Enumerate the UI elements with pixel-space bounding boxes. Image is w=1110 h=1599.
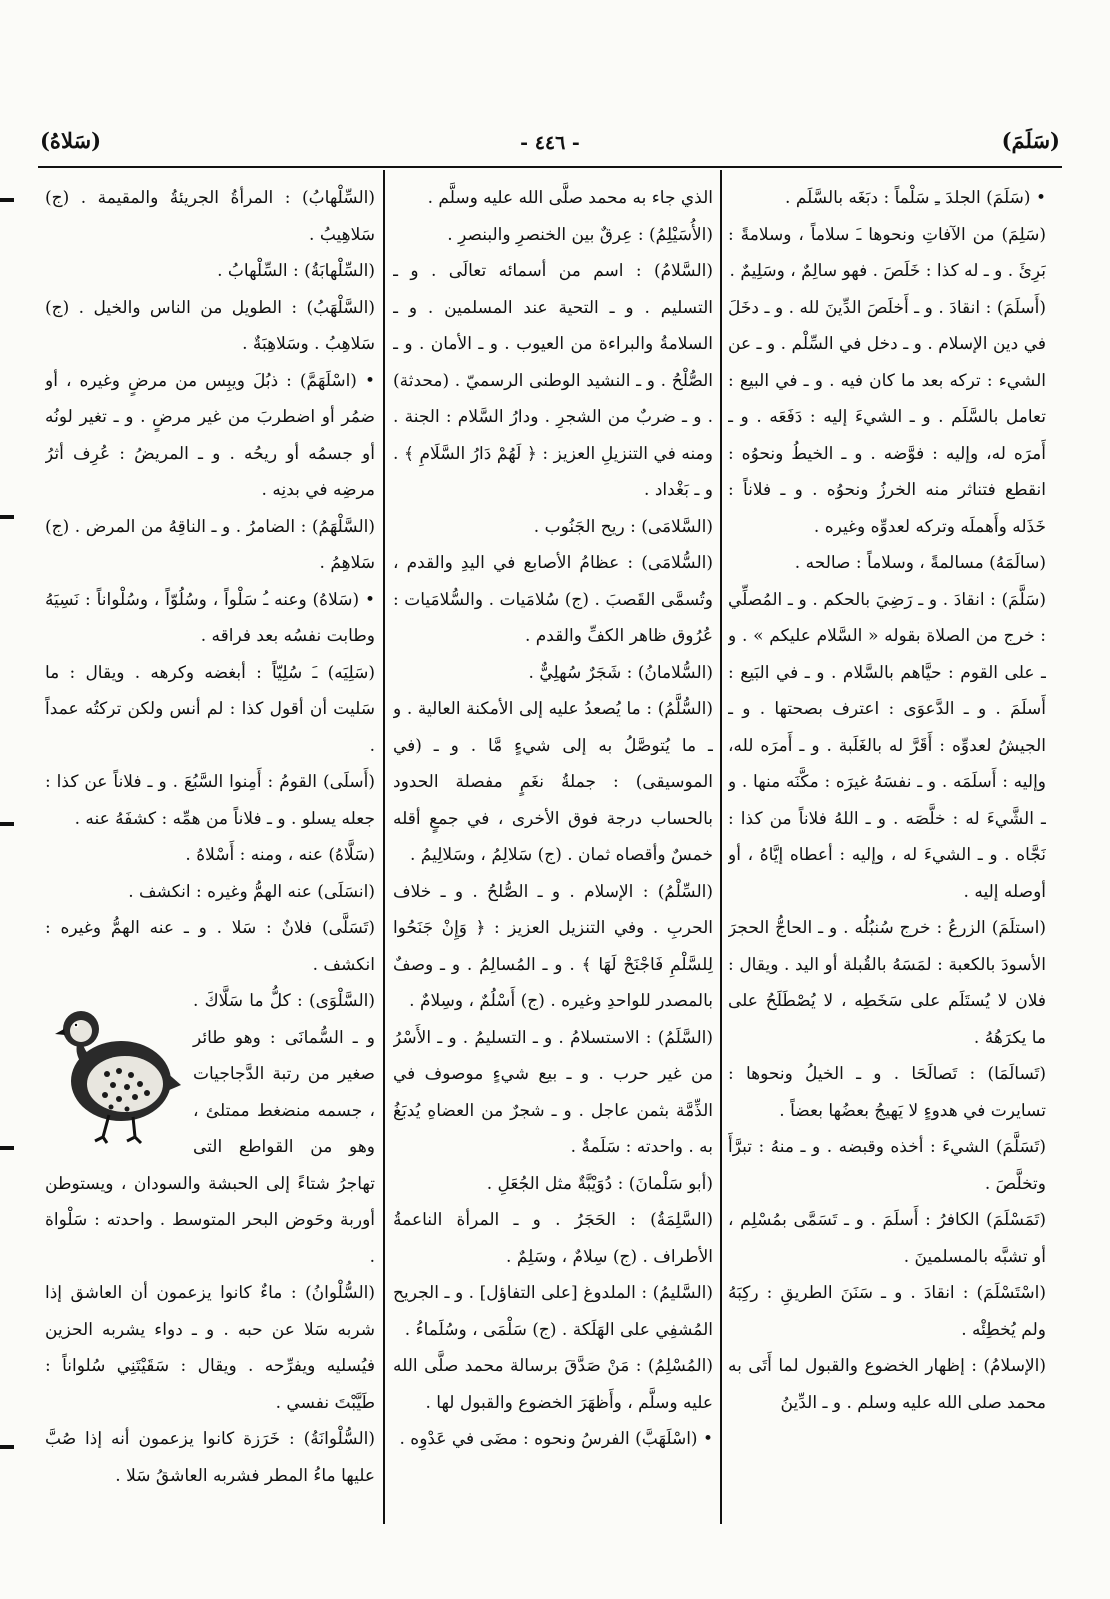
entry: (سَلِمَ) من الآفاتِ ونحوها ـَ سلاماً ، وسلامةً : بَرِئَ . و ـ له كذا : خَلَصَ . فهو سالِمٌ ، وسَلِيمٌ . [728, 224, 1046, 281]
margin-mark [0, 198, 14, 202]
entry: (السَّلْوَى) : كلُّ ما سَلَّاكَ . و ـ السُّمانَى : وهو طائر صغير من رتبة الدَّجاجيات ، جسمه منضغط ممتلئ ، وهو من القواطع التى تهاجرُ شتاءً إلى الحبشة والسودان ، ويستوطن أوربة وحَوض البحر المتوسط . واحدته : سَلْواة . [45, 991, 375, 1267]
entry: • (سَلاهُ) وعنه ـُ سَلْواً ، وسُلُوّاً ، وسُلْواناً : نَسِيَهُ وطابت نفسُه بعد فراقه . [45, 589, 375, 646]
quail-bird-icon [47, 989, 187, 1149]
entry: (السَّلامَى) : ريح الجَنُوب . [533, 516, 713, 537]
entry: (سَلَّمَ) : انقادَ . و ـ رَضِيَ بالحكم . و ـ المُصلِّي : خرج من الصلاة بقوله « السَّلام عليكم » . و ـ على القوم : حيَّاهم بالسَّلام . و ـ في البَيع : أَسلَمَ . و ـ الدَّعوَى : اعترف بصحتها . و ـ الجيشُ لعدوِّه : أَقَرَّ له بالغَلَبة . و ـ أَمرَه لله، وإليه : أَسلَمَه . و ـ نفسَهُ غيرَه : مكَّنَه منها . و ـ الشَّيءَ له : خلَّصَه . و ـ اللهُ فلاناً من كذا : نَجَّاه . و ـ الشيءَ له ، وإليه : أعطاه إيَّاهُ ، أو أوصله إليه . [728, 589, 1046, 902]
column-divider-right [720, 170, 722, 1524]
quail-illustration [47, 989, 187, 1149]
entry: (تَسالَمَا) : تَصالَحَا . و ـ الخيلُ ونحوها : تسايرت في هدوءٍ لا يَهيجُ بعضُها بعضاً . [728, 1064, 1046, 1121]
entry: (السُّلْوانُ) : ماءٌ كانوا يزعمون أن العاشق إذا شربه سَلا عن حبه . و ـ دواء يشربه الحزين فيُسليه ويفرِّحه . ويقال : سَقَيْتَنِي سُلواناً : طَيَّبْتَ نفسي . [45, 1283, 375, 1413]
entry: (استلَمَ) الزرعُ : خرج سُنبُلُه . و ـ الحاجُّ الحجرَ الأسودَ بالكعبة : لمَسَهُ بالقُبلة أو اليد . ويقال : فلان لا يُستَلَم على سَخَطِه ، لا يُصْطَلَحُ على ما يكرَهُهُ . [728, 918, 1046, 1048]
column-divider-left [383, 170, 385, 1524]
column-middle [393, 180, 713, 1525]
entry: (تَسَلَّمَ) الشيءَ : أخذه وقبضه . و ـ منهُ : تبرَّأَ وتخلَّصَ . [728, 1137, 1046, 1194]
entry: (انسَلَى) عنه الهمُّ وغيره : انكشف . [128, 881, 375, 902]
entry: (السَّلْهَبُ) : الطويل من الناس والخيل . (ج) سَلاهِبُ . وسَلاهِبَةٌ . [45, 297, 375, 354]
entry: (المُسْلِمُ) : مَنْ صَدَّقَ برسالة محمد صلَّى الله عليه وسلَّم ، وأَظهَرَ الخضوع والقبول لها . [393, 1356, 713, 1413]
page-number: - ٤٤٦ - [520, 132, 580, 154]
entry: (السِّلْهابَةُ) : السِّلْهابُ . [217, 261, 375, 281]
entry: (أَسلَمَ) : انقادَ . و ـ أَخلَصَ الدِّينَ لله . و ـ دخَلَ في دين الإسلام . و ـ دخل في السِّلْم . و ـ عن الشيء : تركه بعد ما كان فيه . و ـ في البيع : تعامل بالسَّلَم . و ـ الشيءَ إليه : دَفَعَه . و ـ أَمرَه له، وإليه : فوَّضه . و ـ الخيطُ ونحوُه : انقطع فتناثر منه الخرزُ ونحوُه . و ـ فلاناً : خَذَله وأَهملَه وتركه لعدوِّه وغيره . [728, 297, 1046, 537]
entry: (أَسلَى) القومُ : أَمِنوا السَّبُعَ . و ـ فلاناً عن كذا : جعله يسلو . و ـ فلاناً من همِّه : كشفَهُ عنه . [45, 772, 375, 829]
page-header [40, 128, 1060, 164]
entry: • (سَلَمَ) الجلدَ ـِ سَلْماً : دبَغَه بالسَّلَم . [785, 188, 1046, 208]
entry: (السُّلْوانَةُ) : خَرَزة كانوا يزعمون أنه إذا صُبَّ عليها ماءُ المطر فشربه العاشقُ سَلا . [45, 1429, 375, 1486]
entry: (السَّلَمُ) : الاستسلامُ . و ـ التسليمُ . و ـ الأَسْرُ من غير حرب . و ـ بيع شيءٍ موصوف في الذِّمَّة بثمن عاجل . و ـ شجرٌ من العضاهِ يُدبَغُ به . واحدته : سَلَمةٌ . [393, 1027, 713, 1157]
column-left [45, 180, 375, 1525]
entry: (سَلِيَه) ـَ سُلِيّاً : أبغضه وكرهه . ويقال : ما سَليت أن أقول كذا : لم أنس ولكن تركتُه عمداً . [45, 662, 375, 756]
right-running-headword: (سَلَمَ) [1001, 128, 1060, 153]
left-running-headword: (سَلاهُ) [40, 128, 102, 153]
entry: (السُّلامانُ) : شَجَرٌ سُهلِيٌّ . [528, 662, 713, 683]
margin-mark [0, 515, 14, 519]
entry: (السَّلامُ) : اسم من أسمائه تعالَى . و ـ التسليم . و ـ التحية عند المسلمين . و ـ السلامةُ والبراءة من العيوب . و ـ الأمان . و ـ الصُّلْحُ . و ـ النشيد الوطنى الرسميّ . (محدثة) . و ـ ضربٌ من الشجرِ . ودارُ السَّلام : الجنة . ومنه في التنزيلِ العزيز : ﴿ لَهُمْ دَارُ السَّلَامِ ﴾ . و ـ بَغْداد . [393, 261, 713, 500]
entry: (تَسَلَّى) فلانٌ : سَلا . و ـ عنه الهمُّ وغيره : انكشف . [45, 918, 375, 975]
entry: (اسْتَسْلَمَ) : انقادَ . و ـ سَنَنَ الطريقِ : ركِبَهُ ولم يُخطِئْه . [728, 1283, 1046, 1340]
entry: • (اسْلَهَمَّ) : ذبُلَ ويبِس من مرضٍ وغيره ، أو ضمُر أو اضطربَ من غير مرضٍ . و ـ تغير لونُه أو جسمُه أو ريحُه . و ـ المريضُ : عُرِف أثرُ مرضِه في بدنِه . [45, 370, 375, 500]
entry: (تَمَسْلَمَ) الكافرُ : أَسلَمَ . و ـ تَسَمَّى بمُسْلِم ، أو تشبَّه بالمسلمينَ . [728, 1210, 1046, 1267]
margin-mark [0, 822, 14, 826]
margin-mark [0, 1146, 14, 1150]
entry: (السِّلْهابُ) : المرأةُ الجريئةُ والمقيمة . (ج) سَلاهِيبُ . [45, 188, 375, 245]
entry: • (اسْلَهَبَّ) الفرسُ ونحوه : مضَى في عَدْوِه . [399, 1429, 713, 1449]
entry: (أبو سَلْمانَ) : دُوَيْبَّةٌ مثل الجُعَلِ . [486, 1173, 713, 1194]
header-rule [38, 166, 1062, 168]
entry: (السُّلَّمُ) : ما يُصعدُ عليه إلى الأمكنة العالية . و ـ ما يُتوصَّلُ به إلى شيءٍ مَّا . و ـ (في الموسيقى) : جملةُ نغَمٍ مفصلة الحدود بالحساب درجة فوق الأخرى ، في جمعٍ أقله خمسٌ وأقصاه ثمان . (ج) سَلالِمُ ، وسَلالِيمُ . [393, 699, 713, 865]
column-right [728, 180, 1046, 1525]
entry: (السِّلْمُ) : الإسلام . و ـ الصُّلحُ . و ـ خلاف الحربِ . وفي التنزيل العزيز : ﴿ وَإِنْ جَنَحُوا لِلسَّلْمِ فَاجْنَحْ لَهَا ﴾ . و ـ المُسالِمُ . و ـ وصفٌ بالمصدر للواحدِ وغيره . (ج) أَسْلُمٌ ، وسِلامٌ . [393, 881, 713, 1011]
entry: (السَّلْهَمُ) : الضامرُ . و ـ الناقِهُ من المرض . (ج) سَلاهِمُ . [45, 516, 375, 573]
entry: (الإسلامُ) : إظهار الخضوع والقبول لما أَتَى به محمد صلى الله عليه وسلم . و ـ الدِّينُ [728, 1356, 1046, 1413]
entry: (السَّلِمَةُ) : الحَجَرُ . و ـ المرأة الناعمةُ الأطراف . (ج) سِلامٌ ، وسَلِمٌ . [393, 1210, 713, 1267]
margin-mark [0, 1445, 14, 1449]
entry: (سالَمَهُ) مسالمةً ، وسلاماً : صالحه . [794, 553, 1046, 573]
entry: (الأُسَيْلِمُ) : عِرقٌ بين الخنصرِ والبنصرِ . [447, 224, 713, 245]
entry: (سَلَّاهُ) عنه ، ومنه : أَسْلاهُ . [185, 845, 375, 865]
entry: الذي جاء به محمد صلَّى الله عليه وسلَّم . [427, 188, 713, 208]
entry: (السُّلامَى) : عظامُ الأصابع في اليدِ والقدم ، وتُسمَّى القَصبَ . (ج) سُلامَيات . والسُّلامَيات : عُرُوق ظاهر الكفِّ والقدم . [393, 553, 713, 646]
entry: (السَّليمُ) : الملدوغ [على التفاؤل] . و ـ الجريح المُشفِي على الهَلَكة . (ج) سَلْمَى ، وسُلَماءُ . [393, 1283, 713, 1340]
